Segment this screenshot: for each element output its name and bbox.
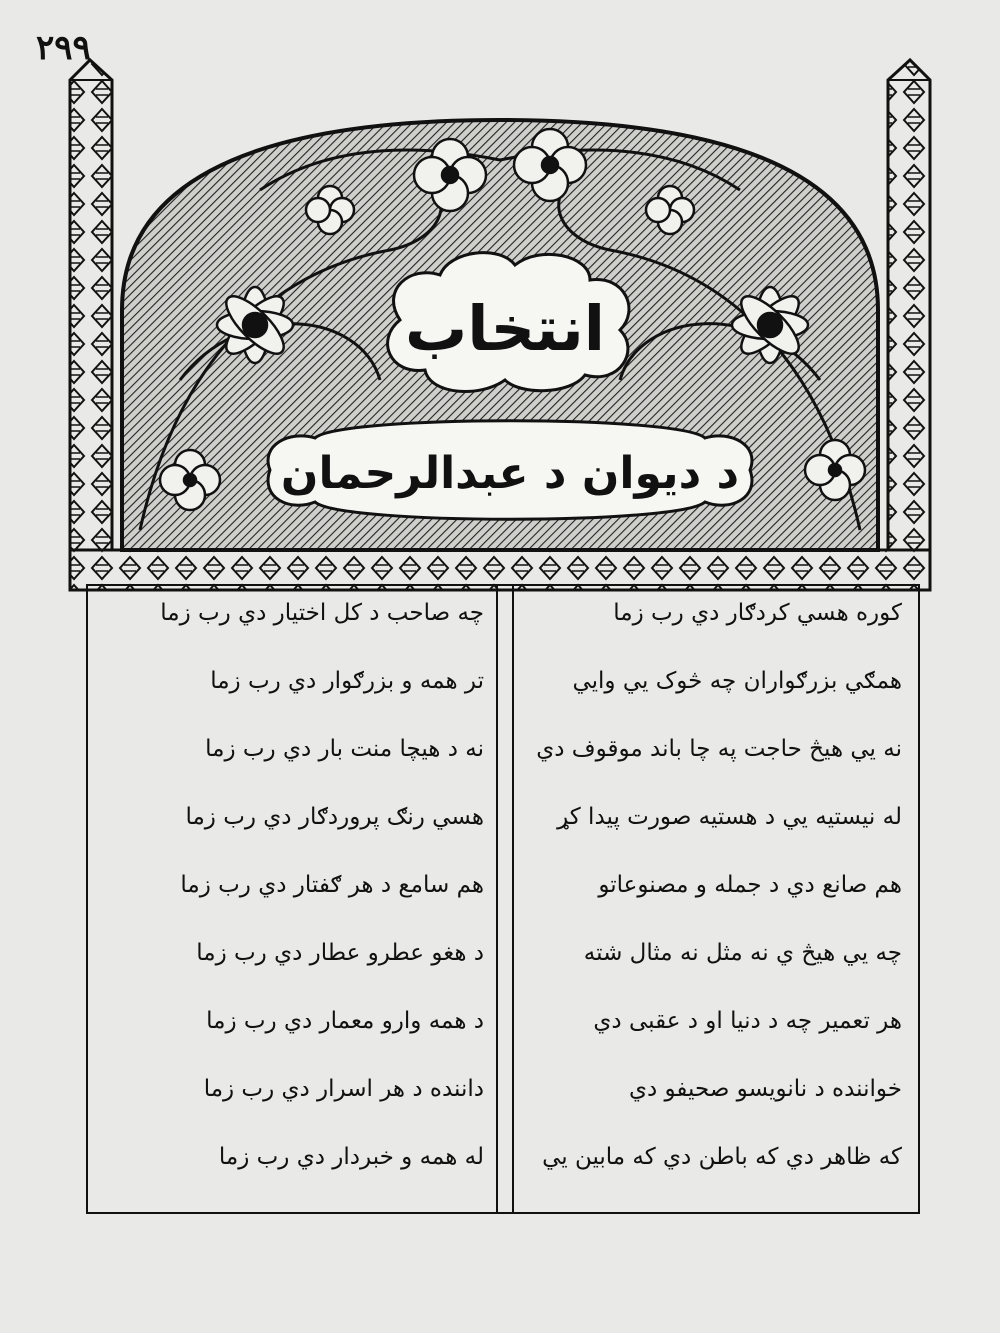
subtitle-cartouche: [268, 421, 752, 520]
verse-line: د هغو عطرو عطار دي رب زما: [196, 940, 484, 966]
left-pillar: [70, 60, 112, 590]
right-verse-column: [512, 586, 918, 1212]
verse-frame: [86, 584, 920, 1214]
verse-line: داننده د هر اسرار دي رب زما: [203, 1076, 484, 1102]
verse-line: خواننده د نانويسو صحيفو دي: [628, 1076, 902, 1102]
verse-line: هم سامع د هر ګفتار دي رب زما: [180, 872, 484, 898]
verse-line: د همه وارو معمار دي رب زما: [206, 1008, 484, 1034]
verse-line: نه د هيچا منت بار دي رب زما: [205, 736, 484, 762]
floral-arch: [122, 120, 878, 550]
verse-line: نه يي هيڅ حاجت په چا باند موقوف دي: [536, 736, 902, 762]
subtitle: د دیوان د عبدالرحمان: [280, 448, 740, 499]
verse-line: هم صانع دي د جمله و مصنوعاتو: [598, 872, 902, 898]
title: انتخاب: [404, 292, 606, 365]
verse-line: هر تعمير چه د دنيا او د عقبی دي: [593, 1008, 902, 1034]
verse-line: تر همه و بزرګوار دي رب زما: [210, 668, 484, 694]
verse-line: که ظاهر دي که باطن دي که مابين يي: [542, 1144, 902, 1170]
verse-line: چه صاحب د کل اختيار دي رب زما: [160, 600, 484, 626]
verse-line: له نيستيه يي د هستيه صورت پيدا کړ: [557, 804, 902, 830]
verse-line: چه يي هيڅ ي نه مثل نه مثال شته: [583, 940, 902, 966]
page-number: ۲۹۹: [36, 28, 91, 68]
verse-line: همګي بزرګواران چه څوک يي وايي: [572, 668, 902, 694]
verse-line: له همه و خبردار دي رب زما: [218, 1144, 484, 1170]
verse-line: کوره هسي کردګار دي رب زما: [613, 600, 902, 626]
right-pillar: [888, 60, 930, 590]
ornamental-header: [60, 50, 940, 610]
left-verse-column: [88, 586, 500, 1212]
verse-line: هسي رنګ پروردګار دي رب زما: [185, 804, 484, 830]
